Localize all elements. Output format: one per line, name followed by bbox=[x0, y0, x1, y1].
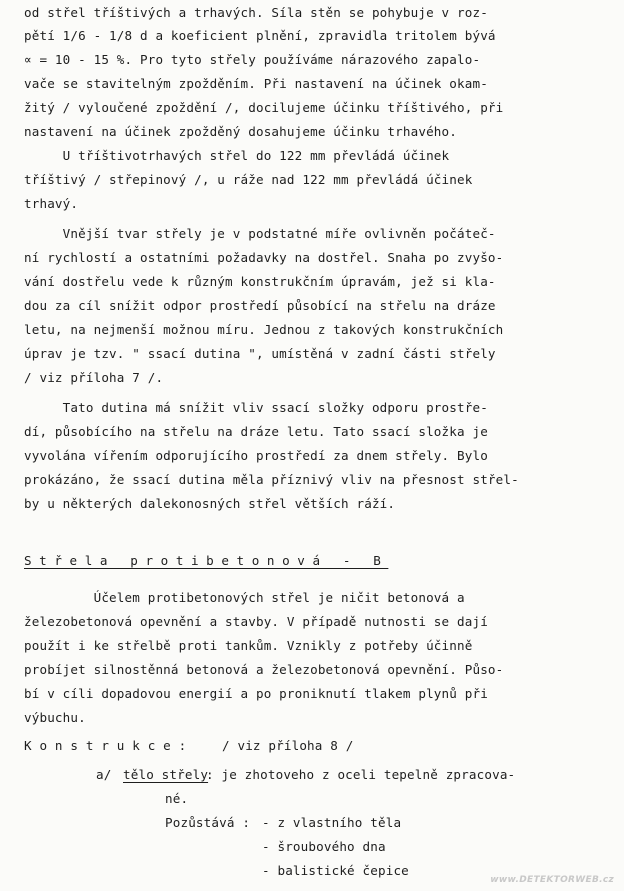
text-line: od střel tříštivých a trhavých. Síla stěn se pohybuje v roz- bbox=[24, 5, 488, 20]
text-line: Účelem protibetonových střel je ničit betonová a bbox=[24, 590, 465, 605]
item-a-marker: a/ bbox=[96, 767, 112, 782]
text-line: by u některých dalekonosných střel větších ráží. bbox=[24, 496, 396, 511]
text-line: nastavení na účinek zpožděný dosahujeme účinku trhavého. bbox=[24, 124, 457, 139]
text-line: Vnější tvar střely je v podstatné míře ovlivněn počáteč- bbox=[24, 226, 496, 241]
section-heading: Střela protibetonová - B bbox=[24, 553, 389, 568]
watermark: www.DETEKTORWEB.cz bbox=[490, 875, 614, 885]
construction-ref: / viz příloha 8 / bbox=[222, 738, 354, 753]
composition-label: Pozůstává : bbox=[165, 815, 251, 830]
text-line: železobetonová opevnění a stavby. V případě nutnosti se dají bbox=[24, 614, 488, 629]
text-line: / viz příloha 7 /. bbox=[24, 370, 164, 385]
text-line: ∝ = 10 - 15 %. Pro tyto střely používáme nárazového zapalo- bbox=[24, 52, 481, 67]
text-line: pětí 1/6 - 1/8 d a koeficient plnění, zpravidla tritolem bývá bbox=[24, 28, 496, 43]
text-line: letu, na nejmenší možnou míru. Jednou z takových konstrukčních bbox=[24, 322, 504, 337]
text-line: bí v cíli dopadovou energií a po proniknutí tlakem plynů při bbox=[24, 686, 488, 701]
text-line: prokázáno, že ssací dutina měla příznivý vliv na přesnost střel- bbox=[24, 472, 519, 487]
item-a-term: tělo střely bbox=[123, 767, 209, 782]
text-line: Tato dutina má snížit vliv ssací složky odporu prostře- bbox=[24, 400, 488, 415]
item-a-continuation: né. bbox=[165, 791, 189, 806]
composition-item: - šroubového dna bbox=[262, 839, 386, 854]
text-line: vání dostřelu vede k různým konstrukčním úpravám, jež si kla- bbox=[24, 274, 496, 289]
text-line: probíjet silnostěnná betonová a železobetonová opevnění. Půso- bbox=[24, 662, 504, 677]
text-line: tříštivý / střepinový /, u ráže nad 122 mm převládá účinek bbox=[24, 172, 473, 187]
item-a-text: : je zhotoveho z oceli tepelně zpracova- bbox=[206, 767, 516, 782]
text-line: dí, působícího na střelu na dráze letu. Tato ssací složka je bbox=[24, 424, 488, 439]
text-line: žitý / vyloučené zpoždění /, docilujeme účinku tříštivého, při bbox=[24, 100, 504, 115]
text-line: ní rychlostí a ostatními požadavky na dostřel. Snaha po zvyšo- bbox=[24, 250, 504, 265]
text-line: vyvolána vířením odporujícího prostředí za dnem střely. Bylo bbox=[24, 448, 488, 463]
composition-item: - balistické čepice bbox=[262, 863, 409, 878]
text-line: trhavý. bbox=[24, 196, 79, 211]
text-line: úprav je tzv. " ssací dutina ", umístěná v zadní části střely bbox=[24, 346, 496, 361]
construction-label: K o n s t r u k c e : bbox=[24, 738, 187, 753]
composition-item: - z vlastního těla bbox=[262, 815, 402, 830]
text-line: vače se stavitelným zpožděním. Při nastavení na účinek okam- bbox=[24, 76, 488, 91]
text-line: použít i ke střelbě proti tankům. Vznikly z potřeby účinně bbox=[24, 638, 473, 653]
text-line: U tříštivotrhavých střel do 122 mm převládá účinek bbox=[24, 148, 450, 163]
text-line: dou za cíl snížit odpor prostředí působící na střelu na dráze bbox=[24, 298, 496, 313]
text-line: výbuchu. bbox=[24, 710, 86, 725]
